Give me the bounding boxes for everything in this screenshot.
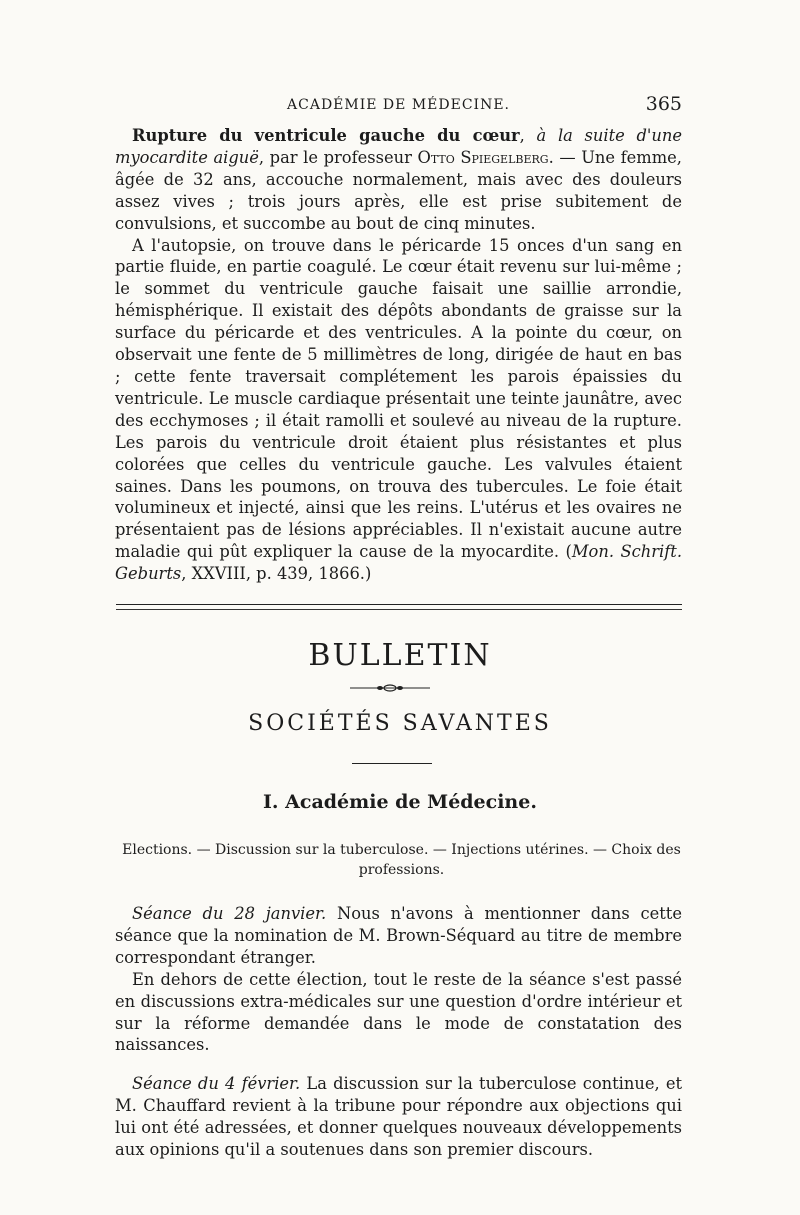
article-paragraph-1: [115, 125, 682, 235]
citation-details: , XXVIII, p. 439, 1866.): [181, 564, 372, 584]
seance-paragraph-3: [115, 1073, 682, 1161]
article-subtitle: à la suite d'une myocardite aiguë: [115, 126, 682, 167]
seances-block: [115, 903, 682, 1161]
ornament-divider: [350, 683, 430, 693]
section-summary: Elections. — Discussion sur la tuberculose. — Injections utérines. — Choix des professions.: [122, 842, 681, 878]
bulletin-title: BULLETIN: [308, 638, 492, 673]
seance-text-3: La discussion sur la tuberculose continue, et M. Chauffard revient à la tribune pour répondre aux objections qui lui ont été adressées, et donner quelques nouveaux développements aux opinions qu'il a soutenues dans son premier discours.: [115, 1074, 683, 1160]
article-paragraph-2-text: A l'autopsie, on trouve dans le péricarde 15 onces d'un sang en partie fluide, en partie coagulé. Le cœur était revenu sur lui-même ; le sommet du ventricule gauche faisait une saillie arrondie, hémisphérique. Il existait des dépôts abondants de graisse sur la surface du péricarde et des ventricules. A la pointe du cœur, on observait une fente de 5 millimètres de long, dirigée de haut en bas ; cette fente traversait complétement les parois épaissies du ventricule. Le muscle cardiaque présentait une teinte jaunâtre, avec des ecchymoses ; il était ramolli et soulevé au niveau de la rupture. Les parois du ventricule droit étaient plus résistantes et plus colorées que celles du ventricule gauche. Les valvules étaient saines. Dans les poumons, on trouva des tubercules. Le foie était volumineux et injecté, ainsi que les reins. L'utérus et les ovaires ne présentaient pas de lésions appréciables. Il n'existait aucune autre maladie qui pût expliquer la cause de la myocardite. (: [115, 235, 682, 562]
seance-date-1: Séance du 28 janvier.: [132, 904, 327, 923]
page-number: 365: [645, 93, 682, 115]
short-rule: [352, 763, 432, 764]
seance-date-3: Séance du 4 février.: [132, 1074, 301, 1094]
article-block: [115, 125, 682, 585]
section-rule-top: [116, 604, 682, 605]
running-head: [115, 93, 682, 117]
author-prefix: , par le professeur: [258, 147, 418, 167]
seance-text-1: Nous n'avons à mentionner dans cette séance que la nomination de M. Brown-Séquard au titre de membre correspondant étranger.: [115, 904, 682, 967]
societes-title: SOCIÉTÉS SAVANTES: [248, 711, 552, 736]
section-rule-bottom: [116, 609, 682, 610]
article-heading: Rupture du ventricule gauche du cœur: [132, 126, 520, 145]
citation-journal: Mon. Schrift. Geburts: [115, 542, 682, 584]
section-heading: I. Académie de Médecine.: [263, 791, 537, 813]
heading-separator: ,: [519, 126, 537, 145]
seance-text-2: En dehors de cette élection, tout le reste de la séance s'est passé en discussions extra-médicales sur une question d'ordre intérieur et sur la réforme demandée dans le mode de constatation des naissances.: [115, 969, 682, 1055]
article-author: Otto Spiegelberg: [417, 147, 549, 167]
article-paragraph-1-text: . — Une femme, âgée de 32 ans, accouche normalement, mais avec des douleurs assez vives ; trois jours après, elle est prise subitement de convulsions, et succombe au bout de cinq minutes.: [115, 147, 682, 233]
seance-paragraph-1: [115, 903, 682, 969]
seance-paragraph-2: [115, 969, 682, 1057]
article-paragraph-2: [115, 235, 682, 586]
running-head-title: ACADÉMIE DE MÉDECINE.: [287, 97, 510, 113]
